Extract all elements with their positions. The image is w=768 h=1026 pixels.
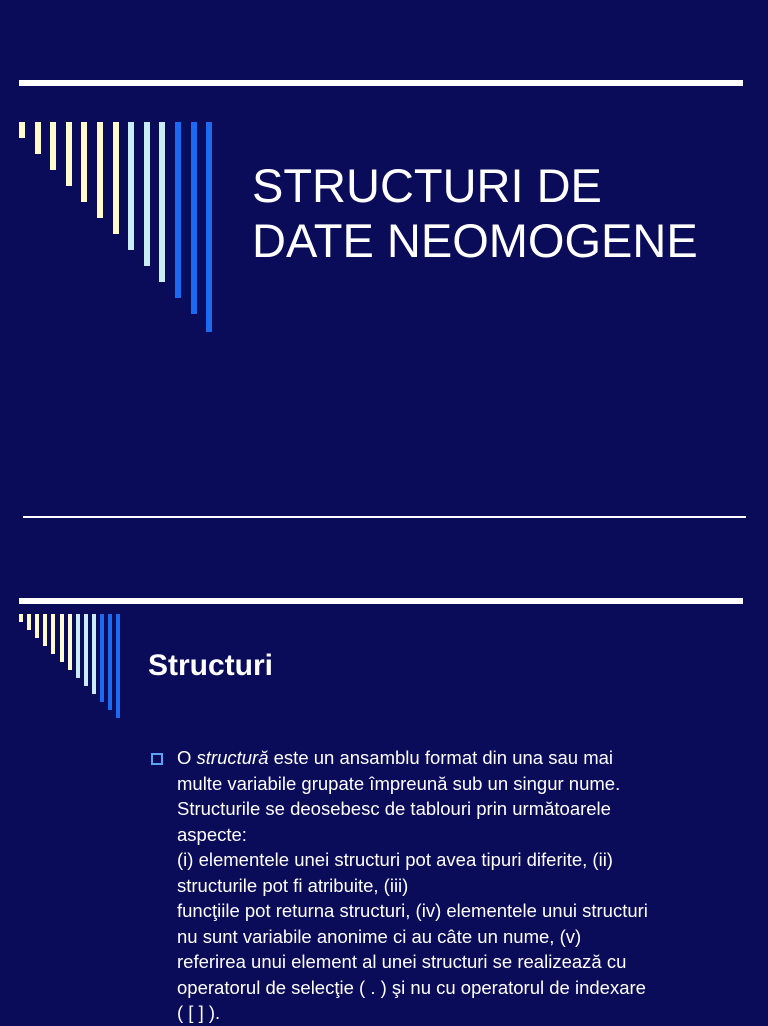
bullet-line-text: este un ansamblu format din una sau mai [268, 747, 613, 768]
decorative-bar [92, 614, 96, 694]
decorative-bar [116, 614, 120, 718]
slide-2 [0, 519, 768, 1024]
slide-title [252, 158, 698, 268]
decorative-bar [100, 614, 104, 702]
decorative-bar [19, 614, 23, 622]
bullet-line: Structurile se deosebesc de tablouri prin următoarele [177, 798, 611, 819]
bullet-item [148, 745, 738, 1026]
square-bullet-icon [151, 753, 163, 765]
bullet-line: aspecte: [177, 823, 247, 845]
decorative-bar [66, 122, 72, 186]
slide-heading: Structuri [148, 649, 274, 682]
title-line-2: DATE NEOMOGENE [252, 214, 698, 267]
decorative-bar [175, 122, 181, 298]
decorative-bar [113, 122, 119, 234]
decorative-bar [35, 614, 39, 638]
decorative-bar [43, 614, 47, 646]
decorative-bar [108, 614, 112, 710]
bullet-line: structurile pot fi atribuite, (iii) [177, 874, 409, 896]
bullet-line: multe variabile grupate împreună sub un singur nume. [177, 772, 621, 794]
top-rule [19, 598, 743, 604]
decorative-bar [50, 122, 56, 170]
bullet-line: operatorul de selecţie ( . ) şi nu cu operatorul de indexare [177, 976, 646, 998]
decorative-bar [60, 614, 64, 662]
decorative-bar [35, 122, 41, 154]
slide-divider [23, 516, 746, 518]
bullet-line: funcţiile pot returna structuri, (iv) elementele unui structuri [177, 900, 648, 921]
slide-content [148, 745, 738, 1026]
decorative-bar [191, 122, 197, 314]
decorative-bar [144, 122, 150, 266]
bullet-text [177, 745, 738, 1026]
bullet-line [177, 745, 738, 771]
decorative-bar [68, 614, 72, 670]
decorative-bar [97, 122, 103, 218]
decorative-bar [19, 122, 25, 138]
decorative-bar [81, 122, 87, 202]
bullet-italic: structură [196, 747, 269, 768]
decorative-bar [206, 122, 212, 332]
bullet-line: ( [ ] ). [177, 1002, 221, 1023]
title-line-1: STRUCTURI DE [252, 159, 602, 212]
bullet-line: nu sunt variabile anonime ci au câte un nume, (v) [177, 925, 582, 947]
decorative-bar [51, 614, 55, 654]
decorative-bar [128, 122, 134, 250]
bullet-line: (i) elementele unei structuri pot avea tipuri diferite, (ii) [177, 849, 613, 870]
bullet-prefix: O [177, 747, 197, 768]
decorative-bar [84, 614, 88, 686]
bullet-line: referirea unui element al unei structuri se realizează cu [177, 951, 627, 972]
top-rule [19, 80, 743, 86]
decorative-bar [76, 614, 80, 678]
decorative-bar [27, 614, 31, 630]
decorative-bar [159, 122, 165, 282]
